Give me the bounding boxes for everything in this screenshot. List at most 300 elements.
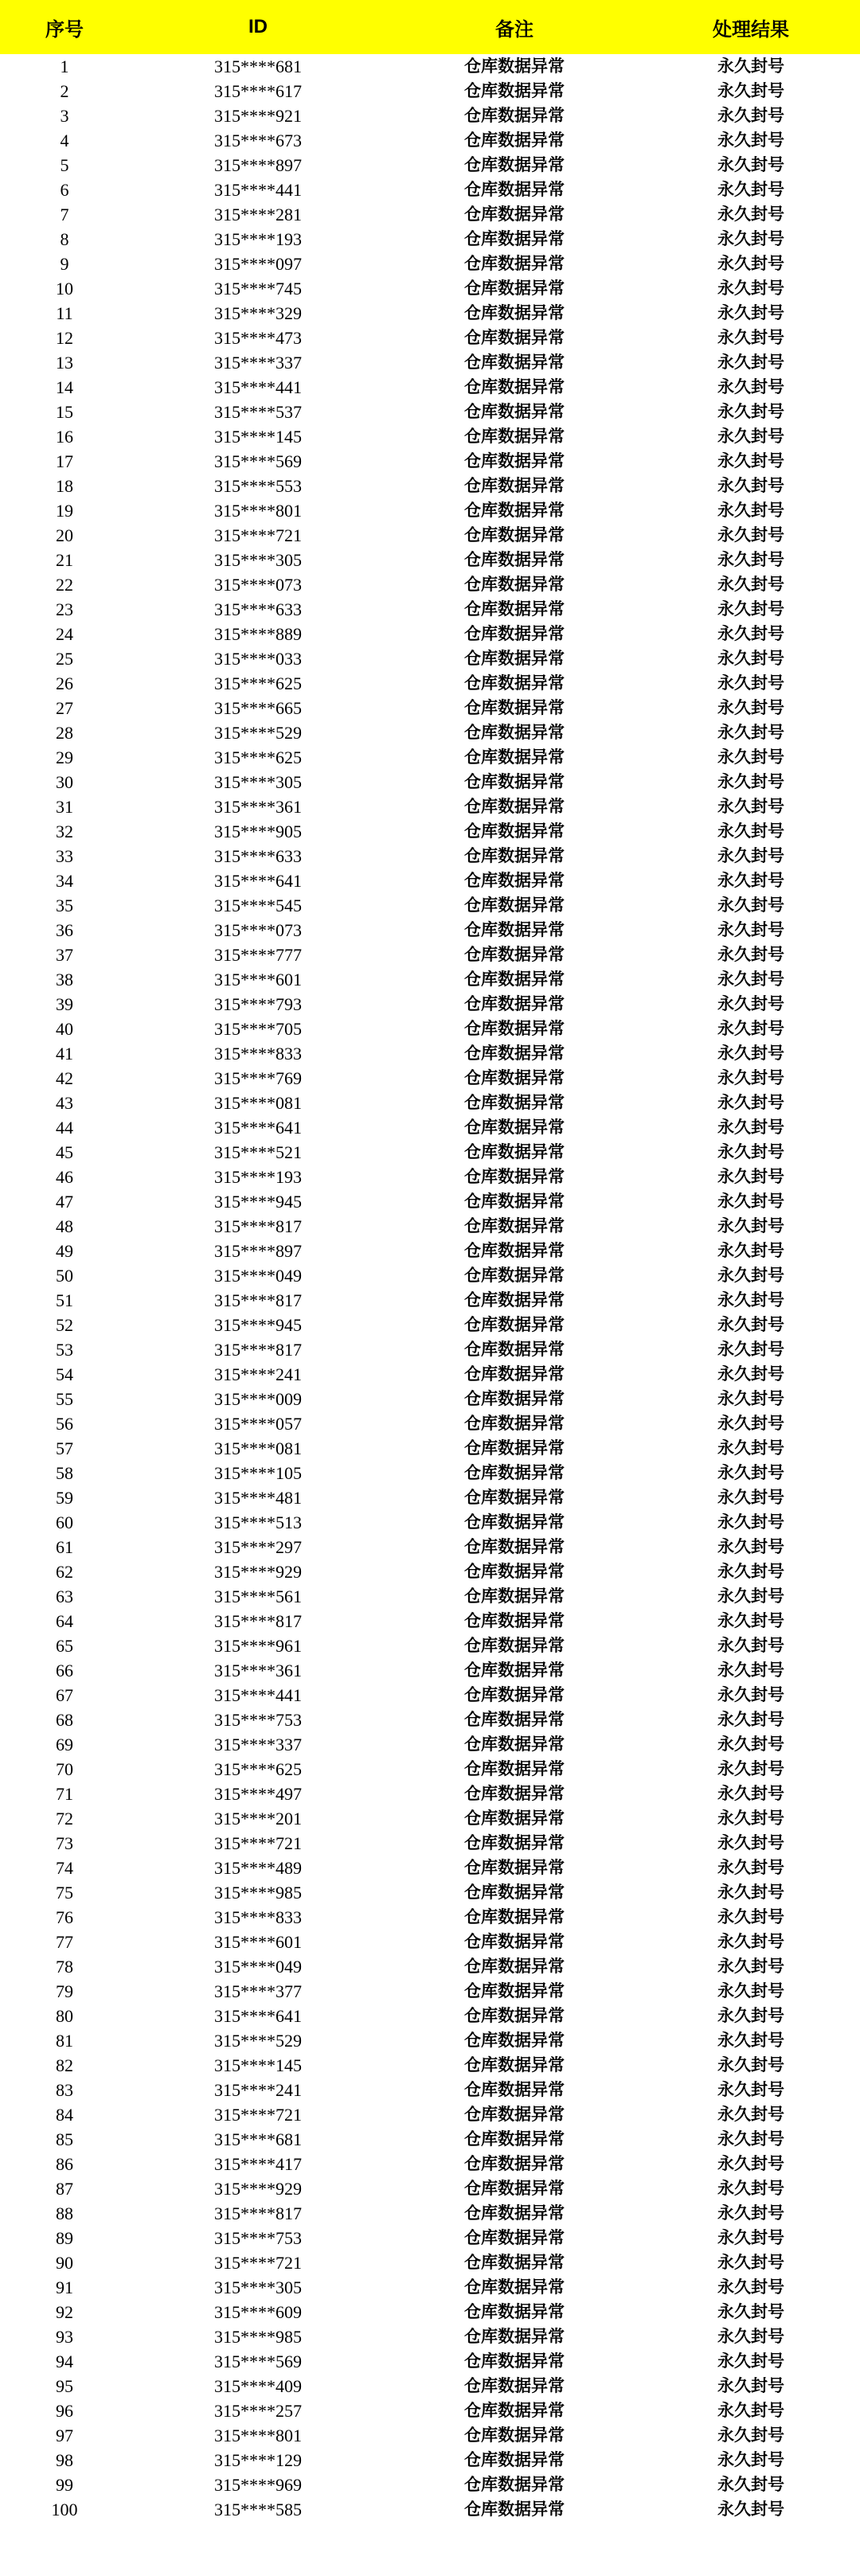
row-id: 315****305: [214, 772, 302, 792]
row-result: 永久封号: [717, 155, 784, 174]
table-row: [0, 1411, 860, 1436]
row-result: 永久封号: [717, 599, 784, 619]
row-id: 315****745: [214, 279, 302, 299]
row-serial-number: 57: [56, 1438, 73, 1458]
row-id: 315****481: [214, 1488, 302, 1508]
row-id: 315****305: [214, 2277, 302, 2297]
row-remark: 仓库数据异常: [464, 2055, 565, 2074]
row-serial-number: 22: [56, 575, 73, 595]
row-serial-number: 63: [56, 1587, 73, 1606]
row-result: 永久封号: [717, 1512, 784, 1532]
row-remark: 仓库数据异常: [464, 1735, 565, 1754]
row-remark: 仓库数据异常: [464, 1587, 565, 1606]
row-remark: 仓库数据异常: [464, 180, 565, 199]
table-row: [0, 2028, 860, 2053]
row-result: 永久封号: [717, 2500, 784, 2519]
row-id: 315****665: [214, 698, 302, 718]
table-row: [0, 1263, 860, 1288]
row-result: 永久封号: [717, 1759, 784, 1778]
row-result: 永久封号: [717, 772, 784, 791]
row-id: 315****609: [214, 2302, 302, 2322]
row-result: 永久封号: [717, 1537, 784, 1556]
table-row: [0, 1041, 860, 1066]
row-remark: 仓库数据异常: [464, 1981, 565, 2000]
row-serial-number: 71: [56, 1784, 73, 1804]
row-serial-number: 98: [56, 2450, 73, 2470]
row-remark: 仓库数据异常: [464, 1611, 565, 1630]
row-id: 315****817: [214, 1216, 302, 1236]
row-serial-number: 11: [56, 303, 73, 323]
table-row: [0, 202, 860, 227]
row-remark: 仓库数据异常: [464, 550, 565, 569]
row-result: 永久封号: [717, 303, 784, 322]
row-remark: 仓库数据异常: [464, 673, 565, 693]
row-id: 315****617: [214, 81, 302, 101]
row-remark: 仓库数据异常: [464, 353, 565, 372]
row-remark: 仓库数据异常: [464, 945, 565, 964]
row-id: 315****145: [214, 2055, 302, 2075]
row-remark: 仓库数据异常: [464, 2129, 565, 2149]
row-serial-number: 85: [56, 2129, 73, 2149]
row-remark: 仓库数据异常: [464, 1438, 565, 1458]
row-id: 315****561: [214, 1587, 302, 1606]
row-id: 315****409: [214, 2376, 302, 2396]
table-row: [0, 2398, 860, 2423]
row-id: 315****529: [214, 2031, 302, 2051]
row-remark: 仓库数据异常: [464, 1685, 565, 1704]
row-remark: 仓库数据异常: [464, 1167, 565, 1186]
header-remark: 备注: [495, 18, 534, 41]
row-id: 315****681: [214, 57, 302, 76]
row-serial-number: 14: [56, 377, 73, 397]
row-serial-number: 90: [56, 2253, 73, 2273]
table-row: [0, 1140, 860, 1165]
row-remark: 仓库数据异常: [464, 871, 565, 890]
table-row: [0, 2176, 860, 2201]
table-row: [0, 1954, 860, 1979]
table-row: [0, 1979, 860, 2004]
row-id: 315****969: [214, 2475, 302, 2495]
row-result: 永久封号: [717, 1463, 784, 1482]
row-id: 315****721: [214, 525, 302, 545]
row-remark: 仓库数据异常: [464, 772, 565, 791]
row-result: 永久封号: [717, 476, 784, 495]
table-row: [0, 770, 860, 794]
row-remark: 仓库数据异常: [464, 1118, 565, 1137]
row-result: 永久封号: [717, 1907, 784, 1926]
row-serial-number: 91: [56, 2277, 73, 2297]
row-result: 永久封号: [717, 1833, 784, 1852]
row-serial-number: 37: [56, 945, 73, 965]
row-result: 永久封号: [717, 1389, 784, 1408]
table-row: [0, 1633, 860, 1658]
row-id: 315****305: [214, 550, 302, 570]
row-serial-number: 72: [56, 1809, 73, 1829]
row-result: 永久封号: [717, 1587, 784, 1606]
table-row: [0, 523, 860, 548]
row-remark: 仓库数据异常: [464, 2154, 565, 2173]
table-row: [0, 1905, 860, 1930]
row-result: 永久封号: [717, 797, 784, 816]
row-serial-number: 36: [56, 920, 73, 940]
table-row: [0, 252, 860, 276]
row-result: 永久封号: [717, 1266, 784, 1285]
row-result: 永久封号: [717, 1611, 784, 1630]
row-id: 315****521: [214, 1142, 302, 1162]
table-row: [0, 671, 860, 696]
row-result: 永久封号: [717, 1661, 784, 1680]
row-result: 永久封号: [717, 945, 784, 964]
row-id: 315****601: [214, 1932, 302, 1952]
row-id: 315****633: [214, 599, 302, 619]
row-serial-number: 95: [56, 2376, 73, 2396]
row-result: 永久封号: [717, 2031, 784, 2050]
row-result: 永久封号: [717, 1562, 784, 1581]
row-result: 永久封号: [717, 550, 784, 569]
row-remark: 仓库数据异常: [464, 747, 565, 767]
row-result: 永久封号: [717, 1142, 784, 1161]
row-serial-number: 49: [56, 1241, 73, 1261]
row-result: 永久封号: [717, 2006, 784, 2025]
row-id: 315****705: [214, 1019, 302, 1039]
row-remark: 仓库数据异常: [464, 1315, 565, 1334]
row-remark: 仓库数据异常: [464, 451, 565, 470]
row-serial-number: 4: [60, 131, 69, 150]
row-result: 永久封号: [717, 1735, 784, 1754]
row-id: 315****497: [214, 1784, 302, 1804]
row-result: 永久封号: [717, 402, 784, 421]
row-result: 永久封号: [717, 131, 784, 150]
row-id: 315****625: [214, 1759, 302, 1779]
row-serial-number: 52: [56, 1315, 73, 1335]
row-serial-number: 38: [56, 970, 73, 989]
header-id: ID: [248, 16, 268, 37]
row-result: 永久封号: [717, 1118, 784, 1137]
row-serial-number: 65: [56, 1636, 73, 1656]
row-result: 永久封号: [717, 2327, 784, 2346]
row-serial-number: 73: [56, 1833, 73, 1853]
row-serial-number: 20: [56, 525, 73, 545]
row-id: 315****361: [214, 1661, 302, 1680]
row-id: 315****569: [214, 2352, 302, 2371]
table-row: [0, 1461, 860, 1485]
row-serial-number: 61: [56, 1537, 73, 1557]
row-remark: 仓库数据异常: [464, 1019, 565, 1038]
table-row: [0, 1337, 860, 1362]
row-serial-number: 47: [56, 1192, 73, 1212]
table-row: [0, 1091, 860, 1115]
table-row: [0, 992, 860, 1017]
row-result: 永久封号: [717, 2228, 784, 2247]
row-serial-number: 33: [56, 846, 73, 866]
table-row: [0, 1189, 860, 1214]
row-serial-number: 70: [56, 1759, 73, 1779]
row-remark: 仓库数据异常: [464, 1759, 565, 1778]
row-id: 315****625: [214, 673, 302, 693]
table-row: [0, 227, 860, 252]
table-row: [0, 326, 860, 350]
row-remark: 仓库数据异常: [464, 2302, 565, 2321]
table-row: [0, 548, 860, 572]
row-serial-number: 3: [60, 106, 69, 126]
table-row: [0, 2226, 860, 2250]
row-id: 315****553: [214, 476, 302, 496]
row-serial-number: 97: [56, 2426, 73, 2445]
row-result: 永久封号: [717, 1241, 784, 1260]
table-row: [0, 1288, 860, 1313]
row-id: 315****681: [214, 2129, 302, 2149]
row-id: 315****105: [214, 1463, 302, 1483]
row-id: 315****921: [214, 106, 302, 126]
row-id: 315****377: [214, 1981, 302, 2001]
row-result: 永久封号: [717, 427, 784, 446]
row-result: 永久封号: [717, 822, 784, 841]
table-row: [0, 720, 860, 745]
row-serial-number: 7: [60, 205, 69, 224]
table-row: [0, 1757, 860, 1782]
table-row: [0, 2275, 860, 2300]
row-serial-number: 5: [60, 155, 69, 175]
row-remark: 仓库数据异常: [464, 328, 565, 347]
row-serial-number: 46: [56, 1167, 73, 1187]
row-serial-number: 60: [56, 1512, 73, 1532]
table-row: [0, 2102, 860, 2127]
table-row: [0, 1165, 860, 1189]
row-result: 永久封号: [717, 2401, 784, 2420]
table-row: [0, 572, 860, 597]
row-result: 永久封号: [717, 747, 784, 767]
row-result: 永久封号: [717, 846, 784, 865]
row-remark: 仓库数据异常: [464, 2327, 565, 2346]
table-row: [0, 153, 860, 178]
row-result: 永久封号: [717, 1364, 784, 1384]
table-row: [0, 1584, 860, 1609]
row-id: 315****961: [214, 1636, 302, 1656]
row-remark: 仓库数据异常: [464, 229, 565, 248]
row-result: 永久封号: [717, 1192, 784, 1211]
row-remark: 仓库数据异常: [464, 1093, 565, 1112]
table-row: [0, 2349, 860, 2374]
table-row: [0, 745, 860, 770]
table-row: [0, 1362, 860, 1387]
row-id: 315****057: [214, 1414, 302, 1434]
row-result: 永久封号: [717, 896, 784, 915]
table-row: [0, 622, 860, 646]
row-remark: 仓库数据异常: [464, 2500, 565, 2519]
row-result: 永久封号: [717, 1315, 784, 1334]
row-result: 永久封号: [717, 106, 784, 125]
row-remark: 仓库数据异常: [464, 106, 565, 125]
row-result: 永久封号: [717, 2277, 784, 2297]
table-row: [0, 967, 860, 992]
table-row: [0, 2053, 860, 2078]
row-serial-number: 17: [56, 451, 73, 471]
row-remark: 仓库数据异常: [464, 2228, 565, 2247]
row-remark: 仓库数据异常: [464, 1068, 565, 1087]
row-serial-number: 69: [56, 1735, 73, 1754]
row-remark: 仓库数据异常: [464, 57, 565, 76]
row-serial-number: 51: [56, 1290, 73, 1310]
row-id: 315****193: [214, 1167, 302, 1187]
row-id: 315****569: [214, 451, 302, 471]
row-serial-number: 12: [56, 328, 73, 348]
table-row: [0, 498, 860, 523]
row-remark: 仓库数据异常: [464, 1241, 565, 1260]
row-result: 永久封号: [717, 2450, 784, 2469]
row-id: 315****073: [214, 575, 302, 595]
table-row: [0, 1066, 860, 1091]
row-id: 315****985: [214, 1883, 302, 1903]
row-serial-number: 50: [56, 1266, 73, 1286]
table-row: [0, 449, 860, 474]
table-row: [0, 1436, 860, 1461]
row-id: 315****753: [214, 2228, 302, 2248]
row-remark: 仓库数据异常: [464, 279, 565, 298]
row-id: 315****145: [214, 427, 302, 447]
row-id: 315****817: [214, 1340, 302, 1360]
row-remark: 仓库数据异常: [464, 2080, 565, 2099]
row-remark: 仓库数据异常: [464, 896, 565, 915]
row-remark: 仓库数据异常: [464, 1710, 565, 1729]
row-id: 315****513: [214, 1512, 302, 1532]
table-row: [0, 696, 860, 720]
row-result: 永久封号: [717, 1414, 784, 1433]
row-serial-number: 67: [56, 1685, 73, 1705]
row-result: 永久封号: [717, 920, 784, 939]
table-row: [0, 1856, 860, 1880]
row-remark: 仓库数据异常: [464, 427, 565, 446]
row-id: 315****097: [214, 254, 302, 274]
row-id: 315****537: [214, 402, 302, 422]
row-id: 315****769: [214, 1068, 302, 1088]
table-row: [0, 2374, 860, 2398]
row-result: 永久封号: [717, 1044, 784, 1063]
row-result: 永久封号: [717, 994, 784, 1013]
table-row: [0, 178, 860, 202]
row-remark: 仓库数据异常: [464, 649, 565, 668]
table-row: [0, 918, 860, 943]
row-id: 315****081: [214, 1093, 302, 1113]
table-row: [0, 2497, 860, 2522]
row-serial-number: 54: [56, 1364, 73, 1384]
row-result: 永久封号: [717, 1093, 784, 1112]
row-remark: 仓库数据异常: [464, 1883, 565, 1902]
table-row: [0, 1930, 860, 1954]
row-serial-number: 100: [51, 2500, 78, 2519]
row-result: 永久封号: [717, 377, 784, 396]
row-id: 315****049: [214, 1957, 302, 1977]
row-serial-number: 66: [56, 1661, 73, 1680]
table-row: [0, 1806, 860, 1831]
row-remark: 仓库数据异常: [464, 1537, 565, 1556]
table-row: [0, 1782, 860, 1806]
row-remark: 仓库数据异常: [464, 2450, 565, 2469]
row-serial-number: 40: [56, 1019, 73, 1039]
row-id: 315****585: [214, 2500, 302, 2519]
table-row: [0, 1510, 860, 1535]
row-serial-number: 16: [56, 427, 73, 447]
row-id: 315****625: [214, 747, 302, 767]
row-id: 315****801: [214, 2426, 302, 2445]
row-remark: 仓库数据异常: [464, 402, 565, 421]
row-id: 315****905: [214, 822, 302, 841]
row-result: 永久封号: [717, 328, 784, 347]
row-serial-number: 35: [56, 896, 73, 915]
row-id: 315****257: [214, 2401, 302, 2421]
row-result: 永久封号: [717, 2179, 784, 2198]
row-result: 永久封号: [717, 2352, 784, 2371]
row-result: 永久封号: [717, 451, 784, 470]
table-row: [0, 1387, 860, 1411]
row-serial-number: 18: [56, 476, 73, 496]
row-result: 永久封号: [717, 1488, 784, 1507]
row-result: 永久封号: [717, 1981, 784, 2000]
row-serial-number: 75: [56, 1883, 73, 1903]
row-remark: 仓库数据异常: [464, 525, 565, 544]
row-id: 315****945: [214, 1315, 302, 1335]
row-remark: 仓库数据异常: [464, 1463, 565, 1482]
table-row: [0, 1658, 860, 1683]
row-id: 315****985: [214, 2327, 302, 2347]
table-header: [0, 0, 860, 54]
row-remark: 仓库数据异常: [464, 2277, 565, 2297]
table-row: [0, 794, 860, 819]
row-remark: 仓库数据异常: [464, 994, 565, 1013]
row-remark: 仓库数据异常: [464, 1266, 565, 1285]
row-serial-number: 84: [56, 2105, 73, 2125]
row-result: 永久封号: [717, 1438, 784, 1458]
table-row: [0, 103, 860, 128]
row-result: 永久封号: [717, 2426, 784, 2445]
row-result: 永久封号: [717, 2080, 784, 2099]
row-remark: 仓库数据异常: [464, 1833, 565, 1852]
row-serial-number: 58: [56, 1463, 73, 1483]
table-row: [0, 943, 860, 967]
table-row: [0, 1485, 860, 1510]
row-serial-number: 62: [56, 1562, 73, 1582]
row-id: 315****889: [214, 624, 302, 644]
table-row: [0, 1831, 860, 1856]
row-serial-number: 78: [56, 1957, 73, 1977]
table-row: [0, 375, 860, 400]
row-serial-number: 89: [56, 2228, 73, 2248]
row-serial-number: 79: [56, 1981, 73, 2001]
row-serial-number: 92: [56, 2302, 73, 2322]
row-id: 315****817: [214, 1290, 302, 1310]
row-remark: 仓库数据异常: [464, 131, 565, 150]
row-serial-number: 30: [56, 772, 73, 792]
table-row: [0, 2300, 860, 2324]
row-id: 315****545: [214, 896, 302, 915]
row-serial-number: 10: [56, 279, 73, 299]
row-id: 315****945: [214, 1192, 302, 1212]
row-remark: 仓库数据异常: [464, 1364, 565, 1384]
row-result: 永久封号: [717, 2105, 784, 2124]
table-row: [0, 893, 860, 918]
table-row: [0, 474, 860, 498]
header-result: 处理结果: [713, 18, 789, 41]
row-result: 永久封号: [717, 1809, 784, 1828]
row-result: 永久封号: [717, 57, 784, 76]
row-remark: 仓库数据异常: [464, 1512, 565, 1532]
table-row: [0, 2324, 860, 2349]
row-result: 永久封号: [717, 871, 784, 890]
row-remark: 仓库数据异常: [464, 1340, 565, 1359]
row-remark: 仓库数据异常: [464, 1488, 565, 1507]
row-id: 315****793: [214, 994, 302, 1014]
row-serial-number: 27: [56, 698, 73, 718]
row-id: 315****337: [214, 353, 302, 373]
